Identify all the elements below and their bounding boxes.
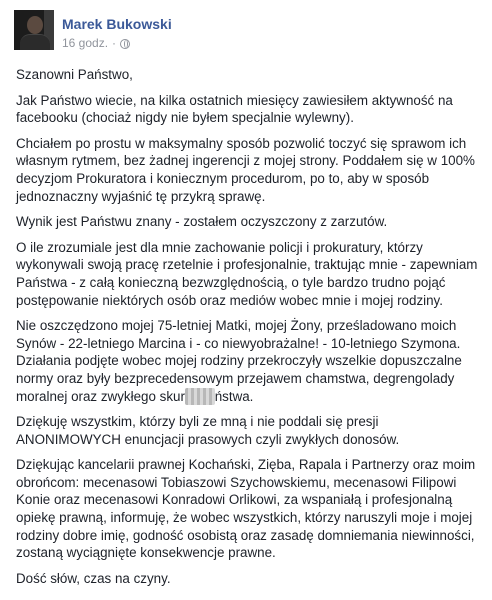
post-paragraph-5: O ile zrozumiale jest dla mnie zachowanie policji i prokuratury, którzy wykonywali swoją pracę rzetelnie i profesjonalnie, traktując mnie - zapewniam Państwa - z całą konieczną bezwzględnością, o tyle bardzo trudno pojąć postępowanie niektórych osób oraz mediów wobec mnie i mojej rodziny.	[16, 239, 478, 308]
post-paragraph-2: Jak Państwo wiecie, na kilka ostatnich miesięcy zawiesiłem aktywność na facebooku (chociaż nigdy nie byłem specjalnie wylewny).	[16, 92, 453, 126]
globe-icon[interactable]	[120, 39, 130, 49]
post-meta	[62, 36, 130, 50]
post-paragraph-greeting: Szanowni Państwo,	[16, 67, 133, 82]
post-paragraph-6	[16, 317, 478, 405]
post-paragraph-3: Chciałem po prostu w maksymalny sposób pozwolić toczyć się sprawom ich własnym rytmem, bez żadnej ingerencji z mojej strony. Poddałem się w 100% decyzjom Prokuratora i koniecznym procedurom, po to, aby w sposób jednoznaczny wyjaśnić tę przykrą sprawę.	[16, 135, 475, 204]
author-name-link[interactable]: Marek Bukowski	[62, 16, 172, 32]
avatar[interactable]	[14, 10, 54, 50]
post-paragraph-4: Wynik jest Państwu znany - zostałem oczyszczony z zarzutów.	[16, 214, 388, 230]
meta-separator: ·	[112, 36, 117, 50]
post-timestamp-link[interactable]: 16 godz.	[62, 36, 109, 50]
avatar-body	[20, 34, 50, 50]
post-body	[16, 66, 478, 595]
censored-word-blur	[185, 388, 215, 406]
post-paragraph-9: Dość słów, czas na czyny.	[16, 570, 171, 586]
avatar-head	[27, 16, 43, 34]
post-paragraph-7: Dziękuję wszystkim, którzy byli ze mną i nie poddali się presji ANONIMOWYCH enuncjacji prasowych czyli zwykłych donosów.	[16, 414, 400, 447]
paragraph-6-ending: ństwa.	[214, 388, 254, 404]
post-paragraph-8: Dziękując kancelarii prawnej Kochański, Zięba, Rapala i Partnerzy oraz moim obrońcom: mecenasowi Tobiaszowi Szychowskiemu, mecenasowi Filipowi Konie oraz mecenasowi Konradowi Orlikowi, za wspaniałą i profesjonalną opiekę prawną, informuję, że wobec wszystkich, którzy naruszyli moje i mojej rodziny dobre imię, godność osobistą oraz zasadę domniemania niewinności, zostaną wyciągnięte konsekwencje prawne.	[16, 457, 476, 561]
paragraph-6-text: Nie oszczędzono mojej 75-letniej Matki, mojej Żony, prześladowano moich Synów - 22-letniego Marcina i - co niewyobrażalne! - 10-letniego Szymona. Działania podjęte wobec mojej rodziny przekroczyły wszelkie dopuszczalne normy oraz były bezprecedensowym przejawem chamstwa, degrengolady moralnej oraz zwykłego skur	[16, 318, 462, 404]
